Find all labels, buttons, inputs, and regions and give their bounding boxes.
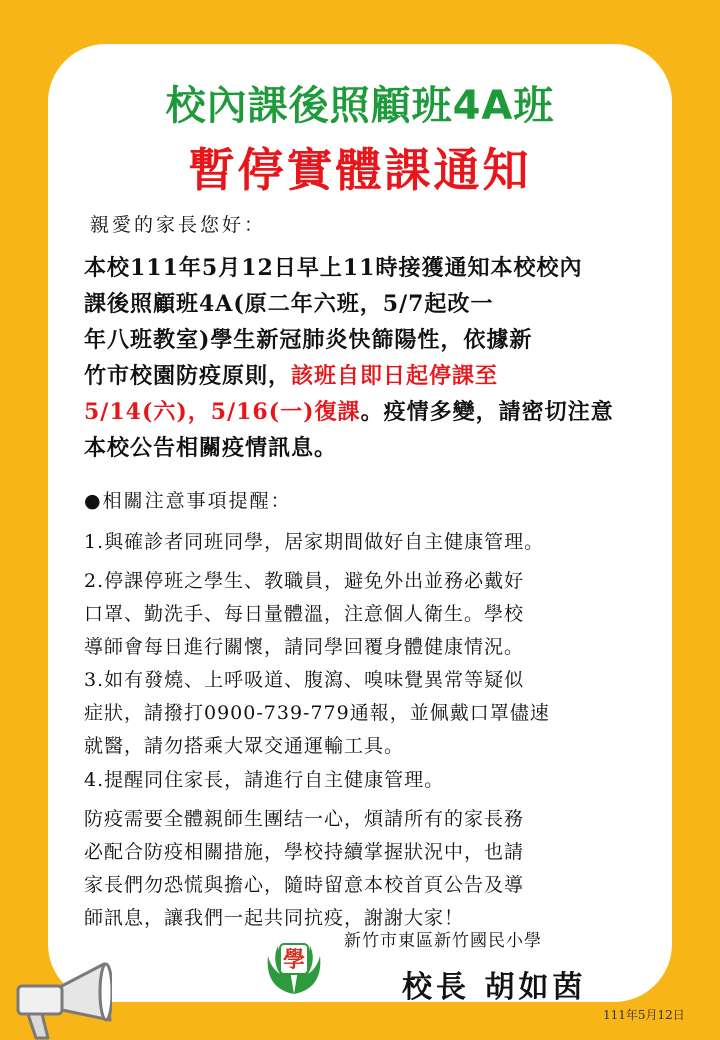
announcement-paragraph xyxy=(84,250,614,466)
note-line: 就醫，請勿搭乘大眾交通運輸工具。 xyxy=(84,735,405,757)
school-logo-icon xyxy=(262,934,326,998)
note-line: 導師會每日進行關懷，請同學回覆身體健康情況。 xyxy=(84,636,525,658)
note-item-3 xyxy=(84,664,550,763)
notes-heading: ●相關注意事項提醒： xyxy=(84,490,292,512)
closing-paragraph xyxy=(84,803,524,935)
note-line: 1.與確診者同班同學，居家期間做好自主健康管理。 xyxy=(84,531,545,553)
megaphone-icon xyxy=(0,958,112,1040)
paragraph-line: 。疫情多變，請密切注意 xyxy=(360,399,614,425)
note-item-2 xyxy=(84,565,524,664)
closing-line: 家長們勿恐慌與擔心，隨時留意本校首頁公告及導 xyxy=(84,874,525,896)
note-line: 口罩、勤洗手、每日量體溫，注意個人衛生。學校 xyxy=(84,603,525,625)
suspension-period-highlight: 該班自即日起停課至 xyxy=(291,363,499,389)
paragraph-line: 竹市校園防疫原則， xyxy=(84,363,292,389)
notice-date: 111年5月12日 xyxy=(603,1008,685,1022)
resume-date-highlight: 5/14(六)，5/16(一)復課 xyxy=(84,399,361,425)
note-line: 症狀，請撥打0900-739-779通報，並佩戴口罩儘速 xyxy=(84,702,550,724)
note-line: 2.停課停班之學生、教職員，避免外出並務必戴好 xyxy=(84,570,525,592)
closing-line: 防疫需要全體親師生團结一心，煩請所有的家長務 xyxy=(84,808,525,830)
school-logo-char: 學 xyxy=(282,948,306,973)
notice-title-suspension: 暫停實體課通知 xyxy=(188,143,532,197)
note-item-1 xyxy=(84,526,544,559)
paragraph-line: 本校111年5月12日早上11時接獲通知本校校內 xyxy=(84,255,583,281)
note-line: 4.提醒同住家長，請進行自主健康管理。 xyxy=(84,769,445,791)
closing-line: 師訊息，讓我們一起共同抗疫，謝謝大家！ xyxy=(84,907,465,929)
paragraph-line: 課後照顧班4A(原二年六班，5/7起改一 xyxy=(84,291,494,317)
notice-title-class: 校內課後照顧班4A班 xyxy=(165,83,555,129)
paragraph-line: 本校公告相關疫情訊息。 xyxy=(84,435,338,461)
school-name: 新竹市東區新竹國民小學 xyxy=(344,931,542,951)
greeting: 親愛的家長您好： xyxy=(90,214,267,236)
note-item-4 xyxy=(84,764,444,797)
note-line: 3.如有發燒、上呼吸道、腹瀉、嗅味覺異常等疑似 xyxy=(84,669,525,691)
closing-line: 必配合防疫相關措施，學校持續掌握狀況中，也請 xyxy=(84,841,525,863)
paragraph-line: 年八班教室)學生新冠肺炎快篩陽性，依據新 xyxy=(84,327,533,353)
principal-signature: 校長 胡如茵 xyxy=(402,970,587,1005)
